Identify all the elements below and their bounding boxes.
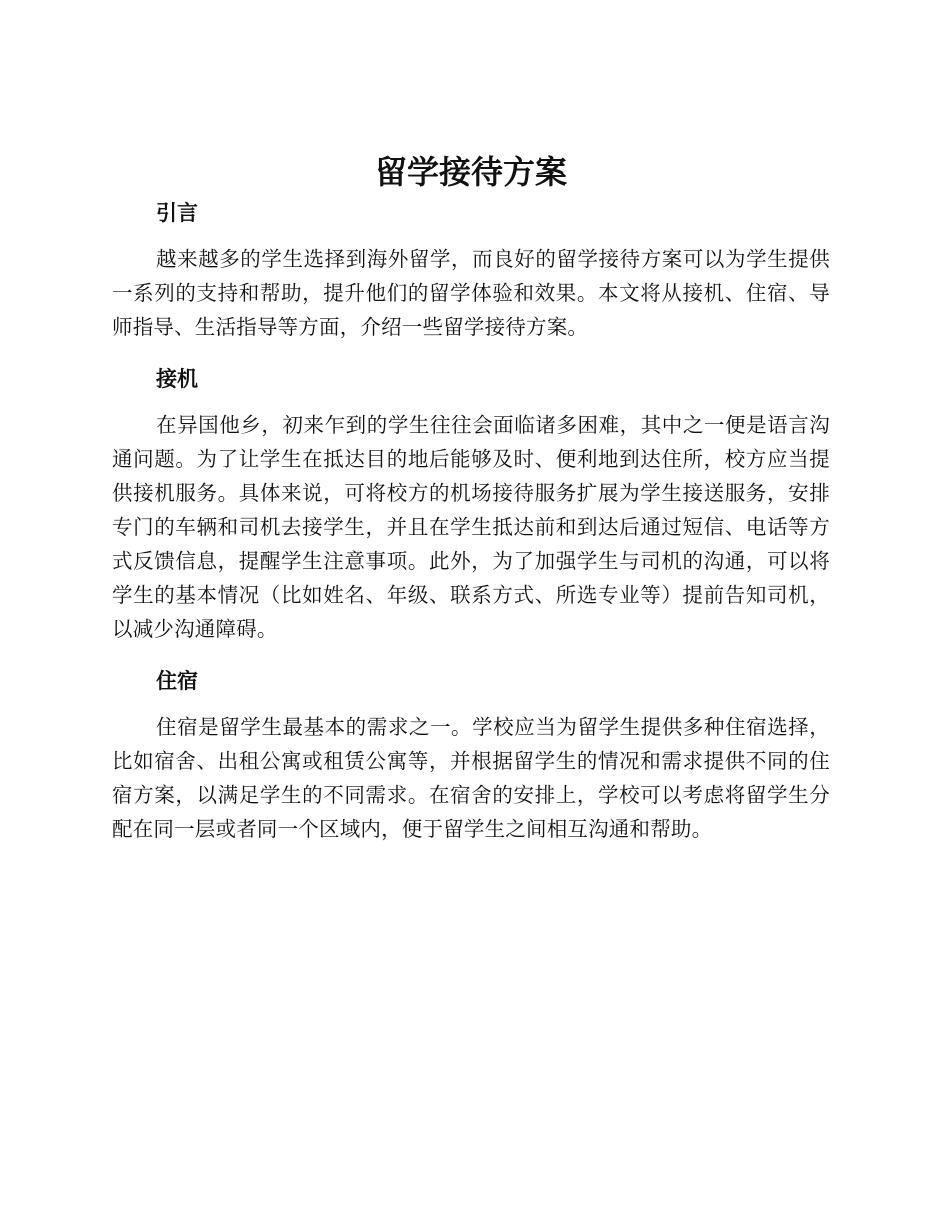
section-body-introduction: 越来越多的学生选择到海外留学，而良好的留学接待方案可以为学生提供一系列的支持和帮助，提升他们的留学体验和效果。本文将从接机、住宿、导师指导、生活指导等方面，介绍一些留学接待方案。: [112, 247, 830, 339]
page-title: 留学接待方案: [374, 153, 567, 191]
section-heading-introduction: 引言: [156, 201, 198, 225]
section-heading-accommodation: 住宿: [156, 669, 198, 693]
section-heading-airport-pickup: 接机: [156, 367, 198, 391]
section-body-accommodation: 住宿是留学生最基本的需求之一。学校应当为留学生提供多种住宿选择，比如宿舍、出租公寓或租赁公寓等，并根据留学生的情况和需求提供不同的住宿方案，以满足学生的不同需求。在宿舍的安排上，学校可以考虑将留学生分配在同一层或者同一个区域内，便于留学生之间相互沟通和帮助。: [112, 715, 830, 841]
section-body-airport-pickup: 在异国他乡，初来乍到的学生往往会面临诸多困难，其中之一便是语言沟通问题。为了让学生在抵达目的地后能够及时、便利地到达住所，校方应当提供接机服务。具体来说，可将校方的机场接待服务扩展为学生接送服务，安排专门的车辆和司机去接学生，并且在学生抵达前和到达后通过短信、电话等方式反馈信息，提醒学生注意事项。此外，为了加强学生与司机的沟通，可以将学生的基本情况（比如姓名、年级、联系方式、所选专业等）提前告知司机，以减少沟通障碍。: [112, 413, 830, 641]
